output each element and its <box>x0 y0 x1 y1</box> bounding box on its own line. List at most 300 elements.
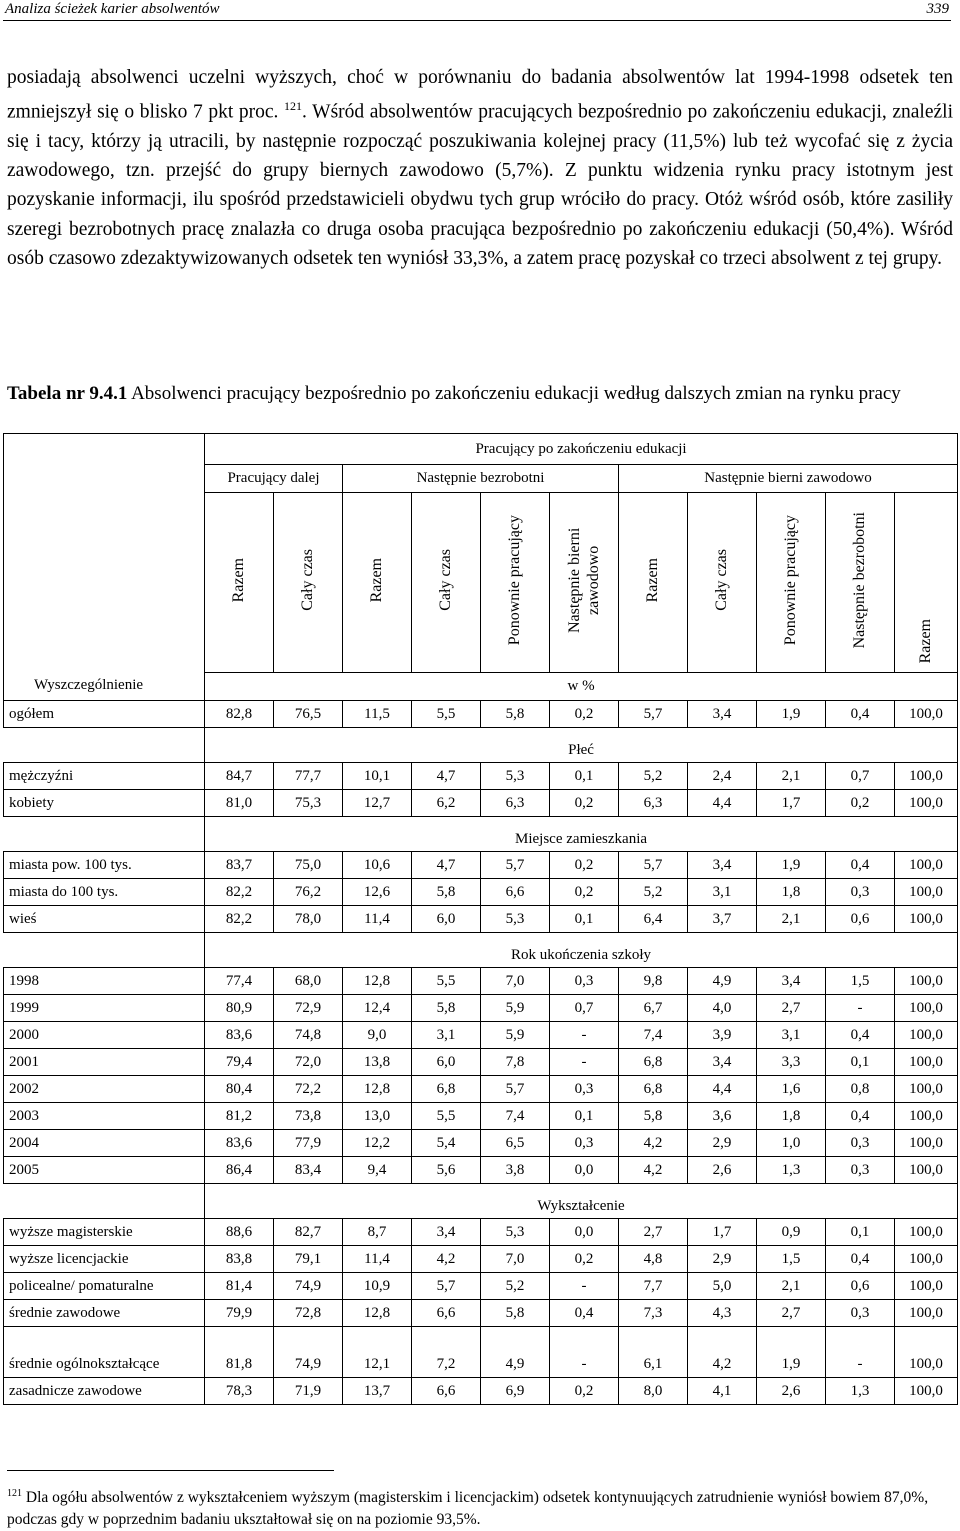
body-paragraph <box>7 63 953 273</box>
table-cell: 6,9 <box>481 1378 550 1405</box>
table-cell: 5,7 <box>619 852 688 879</box>
table-cell: 81,4 <box>205 1273 274 1300</box>
table-cell: 5,8 <box>481 701 550 728</box>
table-cell: 8,0 <box>619 1378 688 1405</box>
footnote-text: Dla ogółu absolwentów z wykształceniem wyższym (magisterskim i licencjackim) odsetek kontynuujących zatrudnienie wyniósł bowiem 87,0%, podczas gdy w poprzednim badaniu ukształtował się on na poziomie 93,5%. <box>7 1489 929 1529</box>
table-cell: 5,8 <box>412 879 481 906</box>
table-cell: 0,4 <box>550 1300 619 1327</box>
table-cell: 72,9 <box>274 995 343 1022</box>
table-cell: 83,8 <box>205 1246 274 1273</box>
table-cell: 0,1 <box>826 1219 895 1246</box>
table-title: Absolwenci pracujący bezpośrednio po zakończeniu edukacji według dalszych zmian na rynku pracy <box>127 383 901 404</box>
table-row <box>4 1327 958 1378</box>
row-label: ogółem <box>4 701 205 728</box>
table-cell: - <box>826 1327 895 1378</box>
table-cell: 5,5 <box>412 701 481 728</box>
section-row <box>4 1184 958 1219</box>
table-cell: 0,4 <box>826 701 895 728</box>
column-header-label: Następnie bierni zawodowo <box>566 527 602 633</box>
table-cell: 0,3 <box>826 1157 895 1184</box>
table-cell: 0,3 <box>826 1300 895 1327</box>
table-cell: 74,9 <box>274 1327 343 1378</box>
table-cell: 4,8 <box>619 1246 688 1273</box>
table-cell: 0,9 <box>757 1219 826 1246</box>
section-row <box>4 728 958 763</box>
row-label: kobiety <box>4 790 205 817</box>
table-cell: 12,8 <box>343 1300 412 1327</box>
table-cell: 4,2 <box>619 1130 688 1157</box>
table-cell: 6,6 <box>412 1378 481 1405</box>
group-header: Następnie bezrobotni <box>343 465 619 493</box>
table-cell: 77,9 <box>274 1130 343 1157</box>
table-cell: 100,0 <box>895 701 958 728</box>
table-row <box>4 1103 958 1130</box>
row-label: 1998 <box>4 968 205 995</box>
table-row <box>4 852 958 879</box>
table-cell: 4,2 <box>412 1246 481 1273</box>
row-label: policealne/ pomaturalne <box>4 1273 205 1300</box>
table-cell: - <box>550 1273 619 1300</box>
table-cell: 2,1 <box>757 1273 826 1300</box>
table-cell: 78,0 <box>274 906 343 933</box>
footnote-reference: 121 <box>284 99 303 114</box>
table-cell: 100,0 <box>895 1103 958 1130</box>
table-row <box>4 1219 958 1246</box>
section-title: Rok ukończenia szkoły <box>205 933 958 968</box>
table-cell: 68,0 <box>274 968 343 995</box>
table-cell: 1,9 <box>757 1327 826 1378</box>
table-cell: 72,0 <box>274 1049 343 1076</box>
section-blank <box>4 817 205 852</box>
table-cell: 83,6 <box>205 1022 274 1049</box>
table-cell: 10,6 <box>343 852 412 879</box>
table-cell: 1,5 <box>757 1246 826 1273</box>
table-cell: 1,3 <box>757 1157 826 1184</box>
page-number: 339 <box>926 1 949 17</box>
table-cell: 3,9 <box>688 1022 757 1049</box>
top-header: Pracujący po zakończeniu edukacji <box>205 434 958 465</box>
table-cell: 82,8 <box>205 701 274 728</box>
table-cell: 4,2 <box>619 1157 688 1184</box>
table-cell: 76,5 <box>274 701 343 728</box>
table-cell: 0,2 <box>550 852 619 879</box>
table-cell: 4,4 <box>688 790 757 817</box>
table-cell: 83,7 <box>205 852 274 879</box>
table-cell: 4,0 <box>688 995 757 1022</box>
table-cell: 0,0 <box>550 1219 619 1246</box>
table-cell: 2,7 <box>757 995 826 1022</box>
table-cell: 12,1 <box>343 1327 412 1378</box>
section-title: Miejsce zamieszkania <box>205 817 958 852</box>
row-label: średnie ogólnokształcące <box>4 1327 205 1378</box>
table-cell: 0,1 <box>826 1049 895 1076</box>
table-cell: 100,0 <box>895 968 958 995</box>
paragraph-part1: posiadają absolwenci uczelni wyższych, choć w porównaniu do badania absolwentów lat 1994-1998 odsetek ten zmniejszył się o blisko 7 pkt proc. <box>7 67 953 123</box>
table-cell: 79,4 <box>205 1049 274 1076</box>
group-header: Następnie bierni zawodowo <box>619 465 958 493</box>
table-row <box>4 1049 958 1076</box>
column-header <box>274 493 343 673</box>
running-title: Analiza ścieżek karier absolwentów <box>5 1 220 17</box>
table-cell: 1,5 <box>826 968 895 995</box>
table-cell: 77,7 <box>274 763 343 790</box>
table-cell: 5,2 <box>619 879 688 906</box>
table-cell: 5,6 <box>412 1157 481 1184</box>
column-header-label: Razem <box>230 557 247 603</box>
column-header-label: Razem <box>368 557 385 603</box>
table-cell: 1,7 <box>688 1219 757 1246</box>
table-cell: 3,3 <box>757 1049 826 1076</box>
table-cell: 100,0 <box>895 1022 958 1049</box>
table-cell: 83,4 <box>274 1157 343 1184</box>
table-cell: 81,0 <box>205 790 274 817</box>
table-cell: 4,9 <box>481 1327 550 1378</box>
table-cell: 2,9 <box>688 1246 757 1273</box>
table-cell: 71,9 <box>274 1378 343 1405</box>
table-cell: 5,8 <box>619 1103 688 1130</box>
section-row <box>4 817 958 852</box>
column-header <box>343 493 412 673</box>
table-cell: 10,9 <box>343 1273 412 1300</box>
table-cell: 11,5 <box>343 701 412 728</box>
table-cell: 8,7 <box>343 1219 412 1246</box>
table-cell: 3,1 <box>412 1022 481 1049</box>
table-cell: 0,4 <box>826 852 895 879</box>
table-row <box>4 1076 958 1103</box>
table-cell: 100,0 <box>895 1049 958 1076</box>
table-cell: 100,0 <box>895 879 958 906</box>
column-header-label: Cały czas <box>437 549 454 611</box>
table-row <box>4 968 958 995</box>
table-cell: 100,0 <box>895 1273 958 1300</box>
table-cell: 6,3 <box>619 790 688 817</box>
table-row <box>4 790 958 817</box>
table-cell: 75,0 <box>274 852 343 879</box>
table-cell: 80,9 <box>205 995 274 1022</box>
table-cell: 12,8 <box>343 968 412 995</box>
column-header-label: Następnie bezrobotni <box>851 511 868 649</box>
table-cell: 11,4 <box>343 906 412 933</box>
table-cell: 0,2 <box>550 701 619 728</box>
table-cell: - <box>550 1049 619 1076</box>
table-row <box>4 1246 958 1273</box>
table-cell: 83,6 <box>205 1130 274 1157</box>
table-cell: 11,4 <box>343 1246 412 1273</box>
table-cell: 0,0 <box>550 1157 619 1184</box>
table-cell: 1,8 <box>757 1103 826 1130</box>
table-cell: 4,3 <box>688 1300 757 1327</box>
table-cell: - <box>550 1022 619 1049</box>
table-cell: 100,0 <box>895 1300 958 1327</box>
section-title: Wykształcenie <box>205 1184 958 1219</box>
table-cell: 7,0 <box>481 1246 550 1273</box>
table-cell: 4,9 <box>688 968 757 995</box>
table-row <box>4 1130 958 1157</box>
table-cell: 100,0 <box>895 1378 958 1405</box>
section-blank <box>4 933 205 968</box>
table-row <box>4 906 958 933</box>
table-cell: 0,2 <box>550 1378 619 1405</box>
table-cell: 5,9 <box>481 1022 550 1049</box>
table-cell: 1,3 <box>826 1378 895 1405</box>
table-cell: 5,3 <box>481 1219 550 1246</box>
column-header-label: Razem <box>644 557 661 603</box>
table-cell: 3,4 <box>412 1219 481 1246</box>
table-row <box>4 1022 958 1049</box>
table-cell: 73,8 <box>274 1103 343 1130</box>
row-label: wyższe magisterskie <box>4 1219 205 1246</box>
table-cell: 0,4 <box>826 1022 895 1049</box>
table-cell: 9,4 <box>343 1157 412 1184</box>
table-row <box>4 995 958 1022</box>
unit-label: w % <box>205 673 958 701</box>
table-cell: 100,0 <box>895 852 958 879</box>
table-cell: 0,3 <box>826 879 895 906</box>
table-cell: 100,0 <box>895 1076 958 1103</box>
table-cell: 74,9 <box>274 1273 343 1300</box>
table-cell: 9,8 <box>619 968 688 995</box>
table-cell: 100,0 <box>895 906 958 933</box>
row-label: 2004 <box>4 1130 205 1157</box>
table-cell: 1,6 <box>757 1076 826 1103</box>
column-header <box>688 493 757 673</box>
column-header-label: Cały czas <box>713 549 730 611</box>
table-cell: 0,6 <box>826 1273 895 1300</box>
table-cell: 5,2 <box>619 763 688 790</box>
stub-header: Wyszczególnienie <box>4 434 205 701</box>
table-cell: 7,8 <box>481 1049 550 1076</box>
data-table <box>3 433 958 1405</box>
table-cell: 2,6 <box>757 1378 826 1405</box>
table-cell: 5,2 <box>481 1273 550 1300</box>
table-row <box>4 1378 958 1405</box>
table-cell: 4,4 <box>688 1076 757 1103</box>
row-label: mężczyźni <box>4 763 205 790</box>
table-cell: 1,0 <box>757 1130 826 1157</box>
column-header <box>826 493 895 673</box>
row-label: 2001 <box>4 1049 205 1076</box>
table-cell: 0,4 <box>826 1103 895 1130</box>
table-cell: 0,3 <box>550 1076 619 1103</box>
column-header <box>757 493 826 673</box>
table-cell: 2,7 <box>619 1219 688 1246</box>
table-cell: - <box>550 1327 619 1378</box>
table-cell: 1,7 <box>757 790 826 817</box>
table-cell: 72,2 <box>274 1076 343 1103</box>
table-row <box>4 1273 958 1300</box>
table-caption <box>7 380 953 407</box>
table-cell: 84,7 <box>205 763 274 790</box>
section-row <box>4 933 958 968</box>
table-cell: 7,4 <box>619 1022 688 1049</box>
table-cell: 79,1 <box>274 1246 343 1273</box>
table-cell: 7,7 <box>619 1273 688 1300</box>
table-cell: 4,7 <box>412 763 481 790</box>
table-cell: 12,4 <box>343 995 412 1022</box>
column-header <box>619 493 688 673</box>
table-cell: 5,0 <box>688 1273 757 1300</box>
column-header <box>550 493 619 673</box>
table-cell: 9,0 <box>343 1022 412 1049</box>
group-header: Pracujący dalej <box>205 465 343 493</box>
table-cell: 3,4 <box>688 701 757 728</box>
table-cell: 81,2 <box>205 1103 274 1130</box>
column-header-label: Ponownie pracujący <box>782 514 799 646</box>
table-cell: 7,2 <box>412 1327 481 1378</box>
table-cell: 6,3 <box>481 790 550 817</box>
table-cell: 2,1 <box>757 906 826 933</box>
row-label: 2002 <box>4 1076 205 1103</box>
table-row <box>4 763 958 790</box>
table-cell: 3,6 <box>688 1103 757 1130</box>
table-cell: 0,6 <box>826 906 895 933</box>
table-cell: 2,9 <box>688 1130 757 1157</box>
table-cell: 100,0 <box>895 1130 958 1157</box>
table-cell: 82,7 <box>274 1219 343 1246</box>
row-label: 2003 <box>4 1103 205 1130</box>
table-cell: 1,9 <box>757 852 826 879</box>
table-cell: 81,8 <box>205 1327 274 1378</box>
table-cell: 5,8 <box>412 995 481 1022</box>
table-cell: 100,0 <box>895 1327 958 1378</box>
table-cell: 2,7 <box>757 1300 826 1327</box>
table-cell: - <box>826 995 895 1022</box>
table-cell: 7,0 <box>481 968 550 995</box>
table-cell: 13,7 <box>343 1378 412 1405</box>
table-cell: 6,4 <box>619 906 688 933</box>
table-cell: 6,6 <box>481 879 550 906</box>
table-cell: 6,7 <box>619 995 688 1022</box>
table-cell: 5,5 <box>412 1103 481 1130</box>
table-cell: 5,7 <box>619 701 688 728</box>
table-cell: 6,0 <box>412 1049 481 1076</box>
column-header-label: Ponownie pracujący <box>506 514 523 646</box>
table-row <box>4 879 958 906</box>
table-cell: 6,1 <box>619 1327 688 1378</box>
table-cell: 6,8 <box>619 1049 688 1076</box>
table-cell: 3,4 <box>757 968 826 995</box>
table-cell: 82,2 <box>205 879 274 906</box>
table-cell: 72,8 <box>274 1300 343 1327</box>
table-cell: 13,8 <box>343 1049 412 1076</box>
header-row-top <box>4 434 958 465</box>
table-cell: 3,1 <box>688 879 757 906</box>
table-row <box>4 1300 958 1327</box>
table-cell: 100,0 <box>895 763 958 790</box>
table-cell: 0,7 <box>550 995 619 1022</box>
table-cell: 6,2 <box>412 790 481 817</box>
footnote <box>7 1483 953 1531</box>
table-cell: 5,8 <box>481 1300 550 1327</box>
table-cell: 76,2 <box>274 879 343 906</box>
table-cell: 6,8 <box>619 1076 688 1103</box>
table-cell: 88,6 <box>205 1219 274 1246</box>
column-header-label: Razem <box>917 618 935 663</box>
table-cell: 100,0 <box>895 1219 958 1246</box>
table-cell: 0,2 <box>550 879 619 906</box>
section-title: Płeć <box>205 728 958 763</box>
column-header <box>412 493 481 673</box>
table-cell: 7,4 <box>481 1103 550 1130</box>
table-cell: 1,9 <box>757 701 826 728</box>
row-label: wyższe licencjackie <box>4 1246 205 1273</box>
table-cell: 0,3 <box>550 968 619 995</box>
section-blank <box>4 1184 205 1219</box>
table-cell: 5,3 <box>481 763 550 790</box>
table-cell: 3,4 <box>688 1049 757 1076</box>
table-cell: 10,1 <box>343 763 412 790</box>
table-cell: 7,3 <box>619 1300 688 1327</box>
table-cell: 6,6 <box>412 1300 481 1327</box>
table-cell: 82,2 <box>205 906 274 933</box>
footnote-separator <box>7 1470 334 1471</box>
table-cell: 1,8 <box>757 879 826 906</box>
table-cell: 0,2 <box>826 790 895 817</box>
row-label: 2005 <box>4 1157 205 1184</box>
table-cell: 0,2 <box>550 790 619 817</box>
table-cell: 79,9 <box>205 1300 274 1327</box>
table-cell: 86,4 <box>205 1157 274 1184</box>
section-blank <box>4 728 205 763</box>
table-cell: 0,1 <box>550 906 619 933</box>
table-cell: 2,1 <box>757 763 826 790</box>
table-cell: 12,2 <box>343 1130 412 1157</box>
table-cell: 0,2 <box>550 1246 619 1273</box>
table-cell: 3,7 <box>688 906 757 933</box>
table-cell: 5,9 <box>481 995 550 1022</box>
table-cell: 13,0 <box>343 1103 412 1130</box>
table-cell: 0,1 <box>550 1103 619 1130</box>
footnote-number: 121 <box>7 1488 22 1499</box>
table-cell: 12,8 <box>343 1076 412 1103</box>
table-cell: 5,7 <box>481 852 550 879</box>
table-cell: 0,8 <box>826 1076 895 1103</box>
table-cell: 0,7 <box>826 763 895 790</box>
table-row-total <box>4 701 958 728</box>
table-cell: 12,7 <box>343 790 412 817</box>
row-label: wieś <box>4 906 205 933</box>
table-cell: 5,7 <box>412 1273 481 1300</box>
table-cell: 0,3 <box>550 1130 619 1157</box>
table-cell: 3,4 <box>688 852 757 879</box>
table-cell: 12,6 <box>343 879 412 906</box>
column-header <box>481 493 550 673</box>
row-label: miasta do 100 tys. <box>4 879 205 906</box>
table-cell: 100,0 <box>895 1246 958 1273</box>
table-cell: 6,8 <box>412 1076 481 1103</box>
table-cell: 4,1 <box>688 1378 757 1405</box>
table-cell: 5,3 <box>481 906 550 933</box>
row-label: 2000 <box>4 1022 205 1049</box>
table-cell: 5,7 <box>481 1076 550 1103</box>
table-cell: 4,2 <box>688 1327 757 1378</box>
table-cell: 74,8 <box>274 1022 343 1049</box>
column-header-label: Cały czas <box>299 549 316 611</box>
table-cell: 0,1 <box>550 763 619 790</box>
table-cell: 2,4 <box>688 763 757 790</box>
paragraph-part2: . Wśród absolwentów pracujących bezpośrednio po zakończeniu edukacji, znaleźli się i tacy, którzy ją utracili, by następnie rozpocząć poszukiwania kolejnej pracy (11,5%) lub też wycofać się z życia zawodowego, tzn. przejść do grupy biernych zawodowo (5,7%). Z punktu widzenia rynku pracy istotnym jest pozyskanie informacji, ilu spośród przedstawicieli obydwu tych grup wróciło do pracy. Otóż wśród osób, które zasiliły szeregi bezrobotnych pracę znalazła co druga osoba pracująca bezpośrednio po zakończeniu edukacji (50,4%). Wśród osób czasowo zdezaktywizowanych odsetek ten wyniósł 33,3%, a zatem pracę pozyskał co trzeci absolwent z tej grupy. <box>7 101 953 269</box>
table-cell: 3,1 <box>757 1022 826 1049</box>
table-cell: 0,3 <box>826 1130 895 1157</box>
table-cell: 100,0 <box>895 1157 958 1184</box>
table-cell: 75,3 <box>274 790 343 817</box>
table-cell: 5,4 <box>412 1130 481 1157</box>
table-cell: 6,5 <box>481 1130 550 1157</box>
table-cell: 77,4 <box>205 968 274 995</box>
running-header <box>3 0 951 21</box>
table-row <box>4 1157 958 1184</box>
table-cell: 6,0 <box>412 906 481 933</box>
